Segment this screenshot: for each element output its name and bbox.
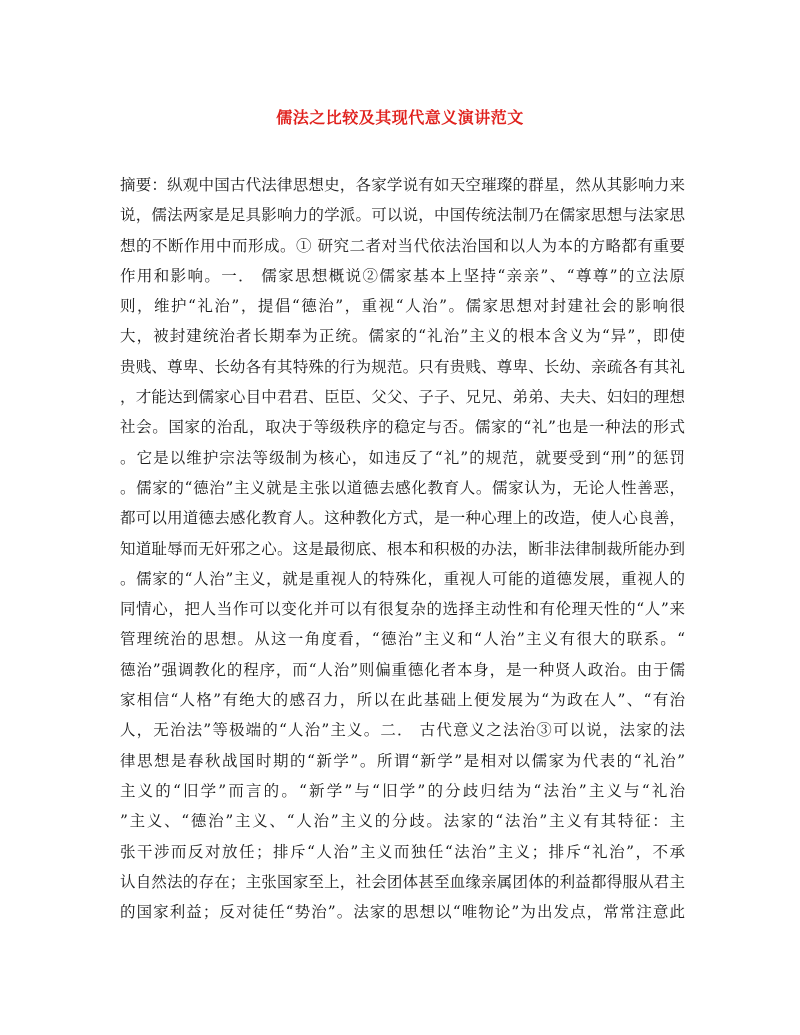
body-text-line: 同情心，把人当作可以变化并可以有很复杂的选择主动性和有伦理天性的“人”来 (120, 600, 685, 619)
body-text-line: 张干涉而反对放任；排斥“人治”主义而独任“法治”主义；排斥“礼治”，不承 (120, 842, 685, 861)
body-text-line: 。儒家的“人治”主义，就是重视人的特殊化，重视人可能的道德发展，重视人的 (120, 569, 685, 588)
body-text-line: ，才能达到儒家心目中君君、臣臣、父父、子子、兄兄、弟弟、夫夫、妇妇的理想 (120, 388, 685, 407)
body-text-line: 说，儒法两家是足具影响力的学派。可以说，中国传统法制乃在儒家思想与法家思 (120, 206, 685, 225)
body-text-line: 管理统治的思想。从这一角度看，“德治”主义和“人治”主义有很大的联系。“ (120, 630, 685, 649)
body-text-line: 。儒家的“德治”主义就是主张以道德去感化教育人。儒家认为，无论人性善恶， (120, 478, 685, 497)
body-text-line: 人，无治法”等极端的“人治”主义。二． 古代意义之法治③可以说，法家的法 (120, 721, 685, 740)
body-text-line: 贵贱、尊卑、长幼各有其特殊的行为规范。只有贵贱、尊卑、长幼、亲疏各有其礼 (120, 357, 685, 376)
body-text-line: ”主义、“德治”主义、“人治”主义的分歧。法家的“法治”主义有其特征：主 (120, 812, 685, 831)
body-text-line: 认自然法的存在；主张国家至上，社会团体甚至血缘亲属团体的利益都得服从君主 (120, 872, 685, 891)
body-text-line: 则，维护“礼治”，提倡“德治”，重视“人治”。儒家思想对封建社会的影响很 (120, 297, 685, 316)
body-text-line: 都可以用道德去感化教育人。这种教化方式，是一种心理上的改造，使人心良善， (120, 509, 685, 528)
body-text-line: 律思想是春秋战国时期的“新学”。所谓“新学”是相对以儒家为代表的“礼治” (120, 751, 685, 770)
body-text-line: 摘要：纵观中国古代法律思想史，各家学说有如天空璀璨的群星，然从其影响力来 (120, 176, 685, 194)
body-text-line: 作用和影响。一． 儒家思想概说②儒家基本上坚持“亲亲”、“尊尊”的立法原 (120, 266, 685, 285)
body-text-line: 德治”强调教化的程序，而“人治”则偏重德化者本身，是一种贤人政治。由于儒 (120, 660, 685, 679)
body-text-line: 社会。国家的治乱，取决于等级秩序的稳定与否。儒家的“礼”也是一种法的形式 (120, 418, 685, 437)
document-title: 儒法之比较及其现代意义演讲范文 (276, 108, 524, 127)
body-text-line: 知道耻辱而无奸邪之心。这是最彻底、根本和积极的办法，断非法律制裁所能办到 (120, 539, 685, 558)
body-text-line: 。它是以维护宗法等级制为核心，如违反了“礼”的规范，就要受到“刑”的惩罚 (120, 448, 685, 467)
body-text-line: 想的不断作用中而形成。① 研究二者对当代依法治国和以人为本的方略都有重要 (120, 236, 685, 255)
body-text-line: 的国家利益；反对徒任“势治”。法家的思想以“唯物论”为出发点，常常注意此 (120, 903, 685, 922)
body-text-line: 家相信“人格”有绝大的感召力，所以在此基础上便发展为“为政在人”、“有治 (120, 691, 685, 710)
document-body (120, 170, 685, 927)
body-text-line: 主义的“旧学”而言的。“新学”与“旧学”的分歧归结为“法治”主义与“礼治 (120, 781, 685, 800)
body-text-line: 大，被封建统治者长期奉为正统。儒家的“礼治”主义的根本含义为“异”，即使 (120, 327, 685, 346)
